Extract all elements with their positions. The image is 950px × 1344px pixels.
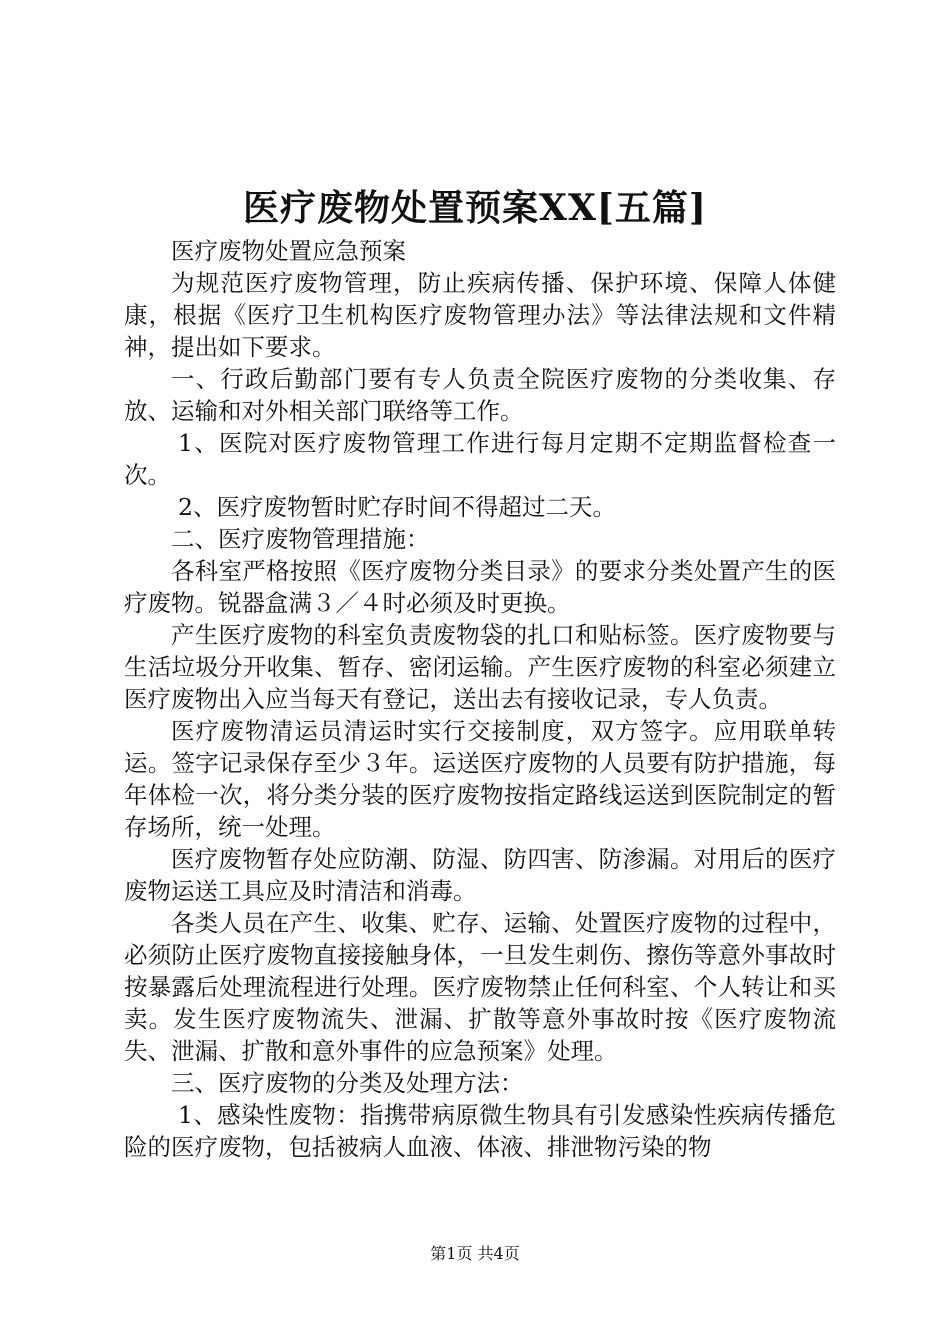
- paragraph-classification: 各科室严格按照《医疗废物分类目录》的要求分类处置产生的医疗废物。锐器盒满３／４时必须及时更换。: [124, 557, 836, 617]
- paragraph-section-3: 三、医疗废物的分类及处理方法：: [171, 1069, 524, 1097]
- paragraph-safety: 各类人员在产生、收集、贮存、运输、处置医疗废物的过程中，必须防止医疗废物直接接触身体，一旦发生刺伤、擦伤等意外事故时按暴露后处理流程进行处理。医疗废物禁止任何科室、个人转让和买卖。发生医疗废物流失、泄漏、扩散等意外事故时按《医疗废物流失、泄漏、扩散和意外事件的应急预案》处理。: [124, 909, 836, 1065]
- paragraph-transport: 医疗废物清运员清运时实行交接制度，双方签字。应用联单转运。签字记录保存至少３年。运送医疗废物的人员要有防护措施，每年体检一次，将分类分装的医疗废物按指定路线运送到医院制定的暂存场所，统一处理。: [124, 717, 836, 841]
- document-title: 医疗废物处置预案XX[五篇]: [243, 187, 707, 229]
- page-footer: 第1页 共4页: [430, 1244, 520, 1263]
- paragraph-item-2: 2、医疗废物暂时贮存时间不得超过二天。: [178, 493, 616, 521]
- paragraph-section-1: 一、行政后勤部门要有专人负责全院医疗废物的分类收集、存放、运输和对外相关部门联络等工作。: [124, 365, 836, 425]
- document-body: [124, 235, 836, 1163]
- paragraph-section-2: 二、医疗废物管理措施：: [171, 525, 430, 553]
- paragraph-intro: 为规范医疗废物管理，防止疾病传播、保护环境、保障人体健康，根据《医疗卫生机构医疗废物管理办法》等法律法规和文件精神，提出如下要求。: [124, 269, 836, 361]
- paragraph-storage: 医疗废物暂存处应防潮、防湿、防四害、防渗漏。对用后的医疗废物运送工具应及时清洁和消毒。: [124, 845, 836, 905]
- paragraph-infectious-waste: 1、感染性废物：指携带病原微生物具有引发感染性疾病传播危险的医疗废物，包括被病人血液、体液、排泄物污染的物: [124, 1101, 836, 1161]
- paragraph-heading: 医疗废物处置应急预案: [171, 237, 406, 265]
- paragraph-labeling: 产生医疗废物的科室负责废物袋的扎口和贴标签。医疗废物要与生活垃圾分开收集、暂存、密闭运输。产生医疗废物的科室必须建立医疗废物出入应当每天有登记，送出去有接收记录，专人负责。: [124, 621, 836, 713]
- paragraph-item-1: 1、医院对医疗废物管理工作进行每月定期不定期监督检查一次。: [124, 429, 836, 489]
